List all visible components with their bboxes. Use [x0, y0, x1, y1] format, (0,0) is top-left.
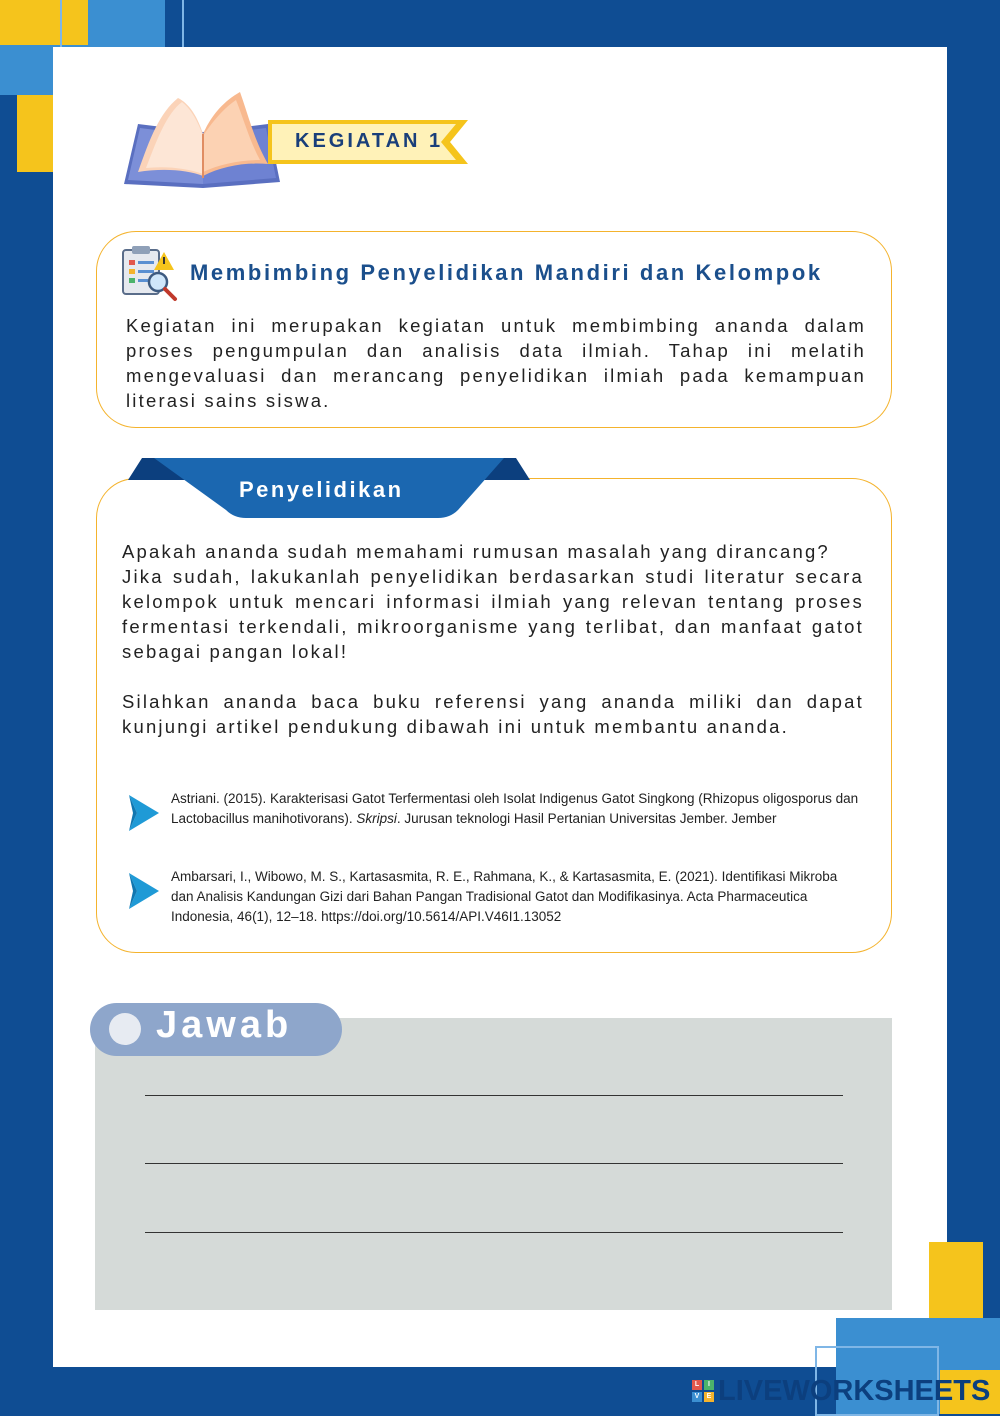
reading-prompt: Silahkan ananda baca buku referensi yang ananda miliki dan dapat kunjungi artikel pendukung dibawah ini untuk membantu ananda.	[122, 691, 864, 737]
answer-line-3[interactable]	[145, 1232, 843, 1233]
investigation-question: Apakah ananda sudah memahami rumusan masalah yang dirancang?	[122, 541, 830, 562]
bullet-arrow-icon	[125, 871, 163, 911]
reference-item: Ambarsari, I., Wibowo, M. S., Kartasasmita, R. E., Rahmana, K., & Kartasasmita, E. (2021). Identifikasi Mikroba dan Analisis Kandungan Gizi dari Bahan Pangan Tradisional Gatot dan Modifikasinya. Acta Pharmaceutica Indonesia, 46(1), 12–18. https://doi.org/10.5614/API.V46I1.13052	[171, 869, 838, 924]
activity-badge-label: KEGIATAN 1	[295, 130, 444, 152]
side-block-yellow-right	[929, 1242, 983, 1318]
open-book-icon	[118, 84, 288, 196]
logo-letter: V	[692, 1392, 702, 1402]
liveworksheets-logo	[692, 1374, 990, 1408]
reference-italic-text: Skripsi	[356, 811, 397, 826]
logo-letter: E	[704, 1392, 714, 1402]
circle-icon	[109, 1013, 141, 1045]
investigation-body	[122, 539, 864, 739]
reference-text: . Jurusan teknologi Hasil Pertanian Universitas Jember. Jember	[396, 811, 777, 826]
reference-text: Astriani. (2015). Karakterisasi Gatot Terfermentasi oleh Isolat Indigenus Gatot Singkong (Rhizopus oligosporus dan Lactobacillus manihotivorans).	[171, 791, 859, 826]
logo-grid-icon	[692, 1380, 714, 1402]
answer-line-1[interactable]	[145, 1095, 843, 1096]
investigation-instruction: Jika sudah, lakukanlah penyelidikan berdasarkan studi literatur secara kelompok untuk mencari informasi ilmiah yang relevan tentang proses fermentasi terkendali, mikroorganisme yang terlibat, dan manfaat gatot sebagai pangan lokal!	[122, 566, 864, 662]
answer-panel	[95, 1018, 892, 1310]
clipboard-search-icon	[120, 244, 182, 302]
logo-letter: I	[704, 1380, 714, 1390]
logo-letter: L	[692, 1380, 702, 1390]
intro-title: Membimbing Penyelidikan Mandiri dan Kelompok	[190, 260, 823, 285]
bullet-arrow-icon	[125, 793, 163, 833]
answer-label: Jawab	[156, 1004, 293, 1046]
investigation-tab-label: Penyelidikan	[239, 477, 404, 502]
answer-line-2[interactable]	[145, 1163, 843, 1164]
reference-item	[171, 789, 861, 829]
logo-text: LIVEWORKSHEETS	[718, 1374, 991, 1407]
intro-text: Kegiatan ini merupakan kegiatan untuk membimbing ananda dalam proses pengumpulan dan analisis data ilmiah. Tahap ini melatih mengevaluasi dan merancang penyelidikan ilmiah pada kemampuan literasi sains siswa.	[126, 315, 866, 411]
